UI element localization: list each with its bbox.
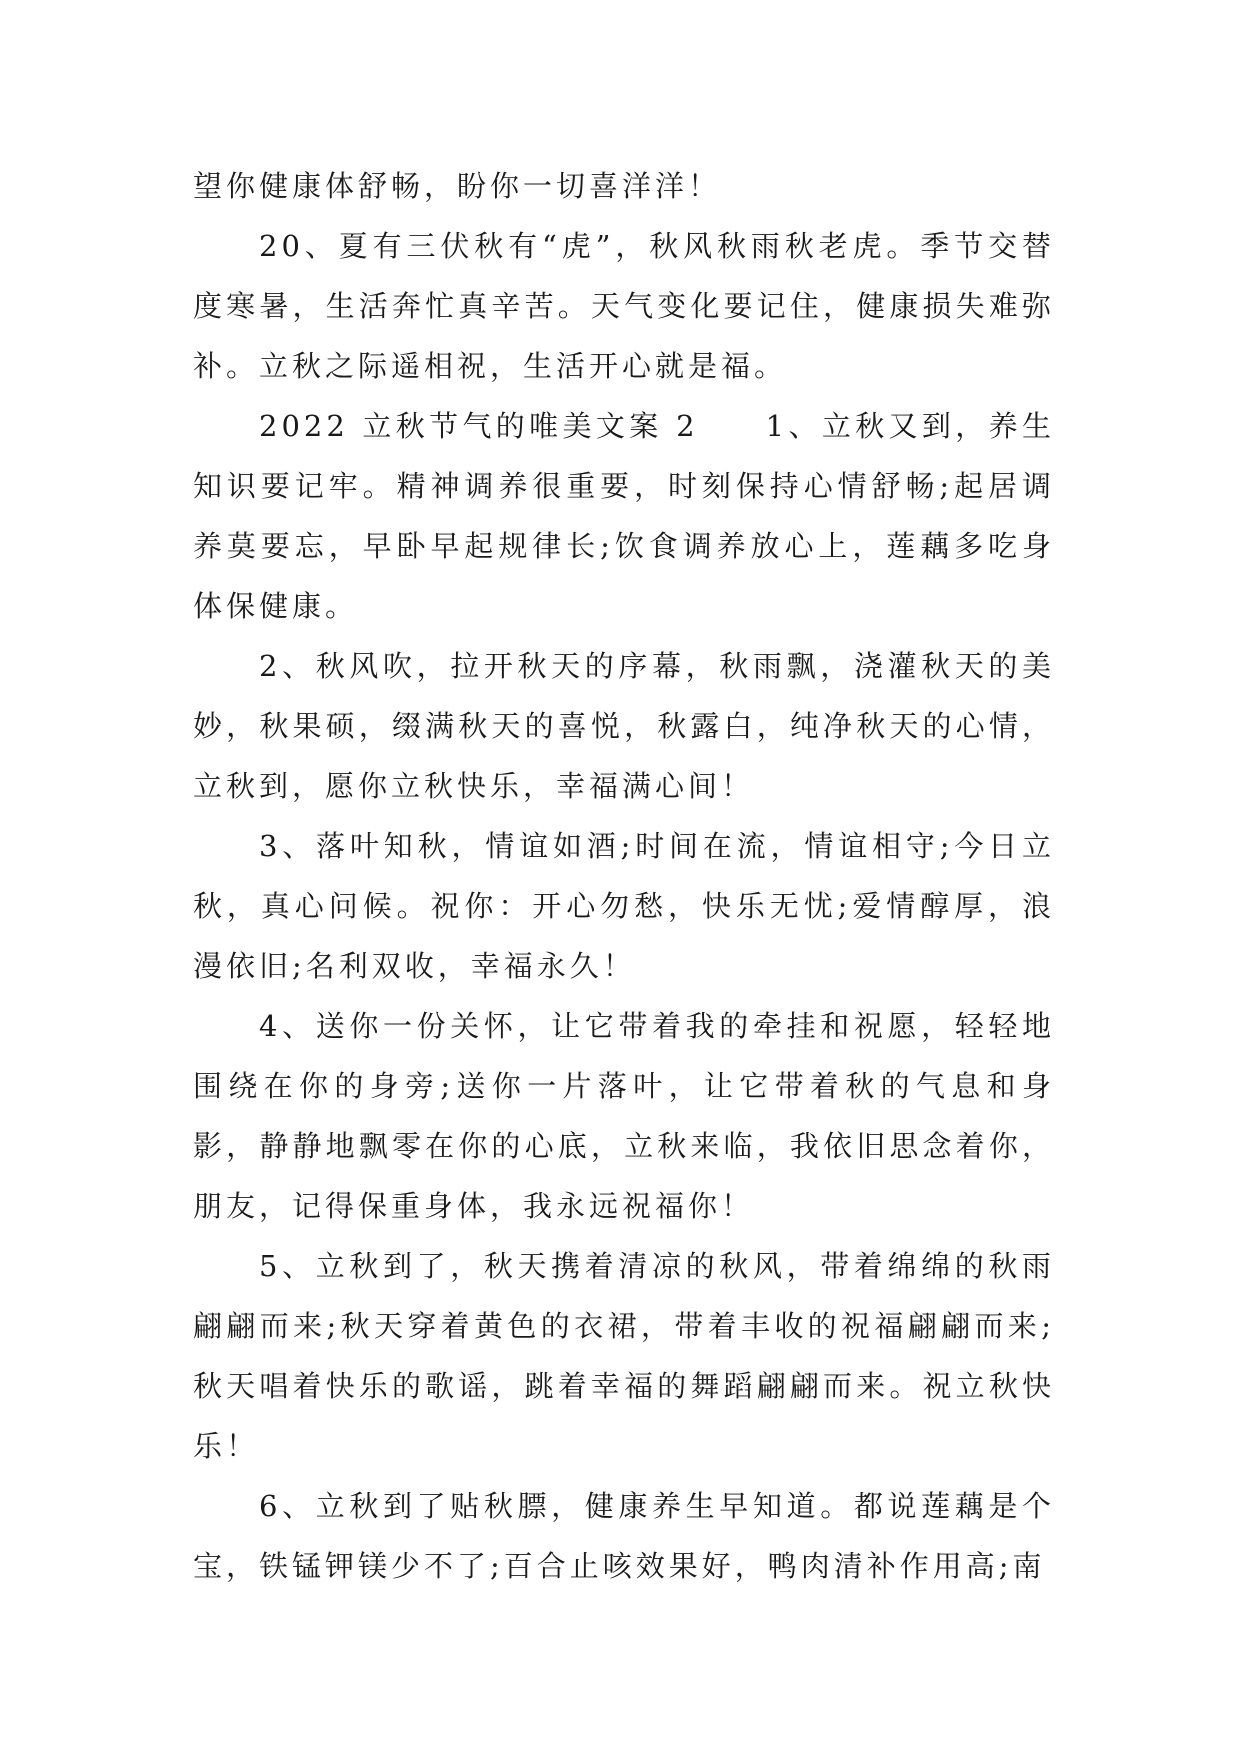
paragraph-section-2-item-1: 2022 立秋节气的唯美文案 2 1、立秋又到，养生知识要记牢。精神调养很重要，时刻保持心情舒畅;起居调养莫要忘，早卧早起规律长;饮食调养放心上，莲藕多吃身体保健康。 — [193, 409, 1055, 623]
paragraph-item-5: 5、立秋到了，秋天携着清凉的秋风，带着绵绵的秋雨翩翩而来;秋天穿着黄色的衣裙，带着丰收的祝福翩翩而来;秋天唱着快乐的歌谣，跳着幸福的舞蹈翩翩而来。祝立秋快乐！ — [193, 1249, 1055, 1463]
document-body — [193, 156, 1055, 1596]
paragraph-item-3: 3、落叶知秋，情谊如酒;时间在流，情谊相守;今日立秋，真心问候。祝你：开心勿愁，快乐无忧;爱情醇厚，浪漫依旧;名利双收，幸福永久！ — [193, 829, 1055, 983]
paragraph-item-4: 4、送你一份关怀，让它带着我的牵挂和祝愿，轻轻地围绕在你的身旁;送你一片落叶，让它带着秋的气息和身影，静静地飘零在你的心底，立秋来临，我依旧思念着你，朋友，记得保重身体，我永远祝福你！ — [193, 1009, 1055, 1223]
paragraph-item-20: 20、夏有三伏秋有“虎”，秋风秋雨秋老虎。季节交替度寒暑，生活奔忙真辛苦。天气变化要记住，健康损失难弥补。立秋之际遥相祝，生活开心就是福。 — [193, 229, 1055, 383]
paragraph-continuation: 望你健康体舒畅，盼你一切喜洋洋！ — [193, 169, 722, 203]
paragraph-item-2: 2、秋风吹，拉开秋天的序幕，秋雨飘，浇灌秋天的美妙，秋果硕，缀满秋天的喜悦，秋露白，纯净秋天的心情，立秋到，愿你立秋快乐，幸福满心间！ — [193, 649, 1055, 803]
paragraph-item-6: 6、立秋到了贴秋膘，健康养生早知道。都说莲藕是个宝，铁锰钾镁少不了;百合止咳效果好，鸭肉清补作用高;南 — [193, 1489, 1055, 1583]
